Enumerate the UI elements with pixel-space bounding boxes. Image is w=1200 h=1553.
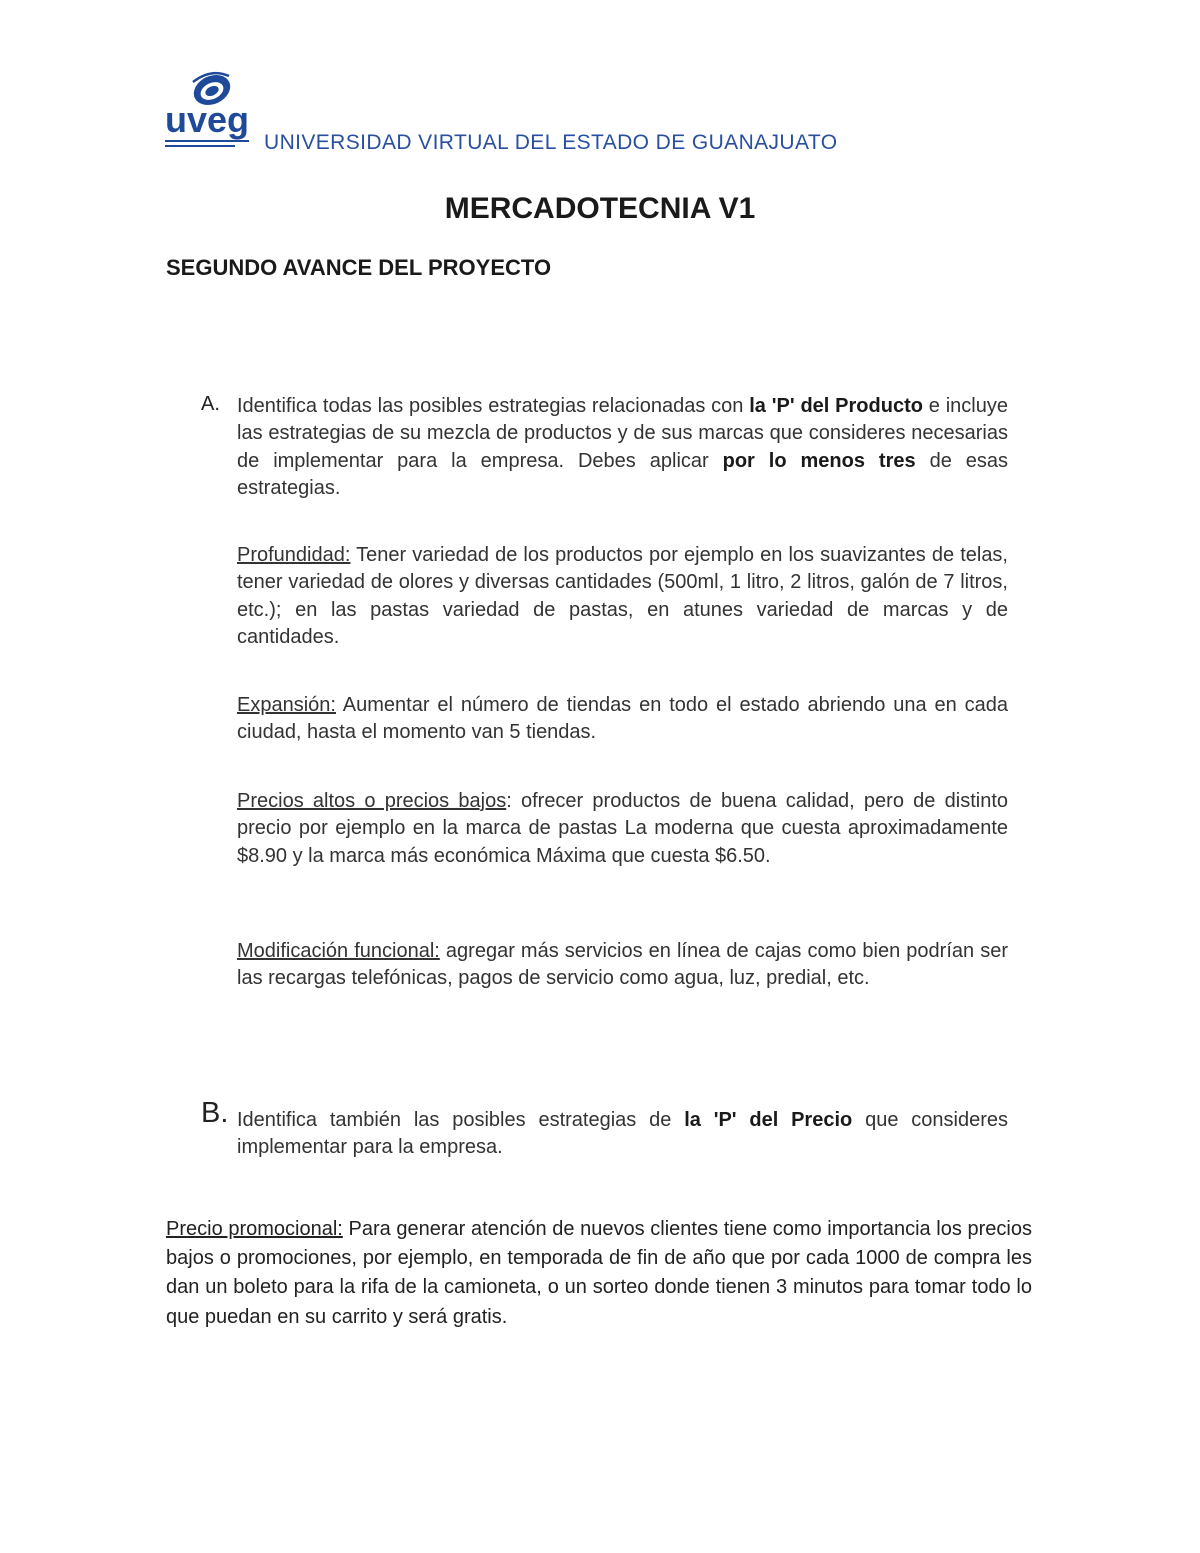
precio-promocional-paragraph: Precio promocional: Para generar atención de nuevos clientes tiene como importancia los precios bajos o promociones, por ejemplo, en temporada de fin de año que por cada 1000 de compra les dan un boleto para la rifa de la camioneta, o un sorteo donde tienen 3 minutos para tomar todo lo que puedan en su carrito y será gratis.	[166, 1218, 1032, 1328]
document-subtitle: SEGUNDO AVANCE DEL PROYECTO	[166, 255, 552, 280]
section-a-instruction: Identifica todas las posibles estrategias relacionadas con la 'P' del Producto e incluye las estrategias de su mezcla de productos y de sus marcas que consideres necesarias de implementar para la empresa. Debes aplicar por lo menos tres de esas estrategias.	[237, 395, 1009, 500]
strategy-profundidad: Profundidad: Tener variedad de los productos por ejemplo en los suavizantes de telas, tener variedad de olores y diversas cantidades (500ml, 1 litro, 2 litros, galón de 7 litros, etc.); en las pastas variedad de pastas, en atunes variedad de marcas y de cantidades.	[237, 544, 1008, 649]
uveg-logo	[163, 70, 253, 152]
list-marker-b: B.	[201, 1097, 229, 1129]
university-name: UNIVERSIDAD VIRTUAL DEL ESTADO DE GUANAJUATO	[264, 131, 838, 154]
document-title: MERCADOTECNIA V1	[444, 192, 756, 225]
strategy-expansion: Expansión: Aumentar el número de tiendas en todo el estado abriendo una en cada ciudad, hasta el momento van 5 tiendas.	[237, 694, 1008, 744]
svg-text:uveg: uveg	[165, 99, 250, 140]
section-b-instruction: Identifica también las posibles estrategias de la 'P' del Precio que consideres implementar para la empresa.	[237, 1109, 1008, 1159]
list-marker-a: A.	[201, 393, 220, 415]
strategy-precios: Precios altos o precios bajos: ofrecer productos de buena calidad, pero de distinto precio por ejemplo en la marca de pastas La moderna que cuesta aproximadamente $8.90 y la marca más económica Máxima que cuesta $6.50.	[237, 790, 1008, 867]
strategy-modificacion-funcional: Modificación funcional: agregar más servicios en línea de cajas como bien podrían ser las recargas telefónicas, pagos de servicio como agua, luz, predial, etc.	[237, 940, 1008, 990]
